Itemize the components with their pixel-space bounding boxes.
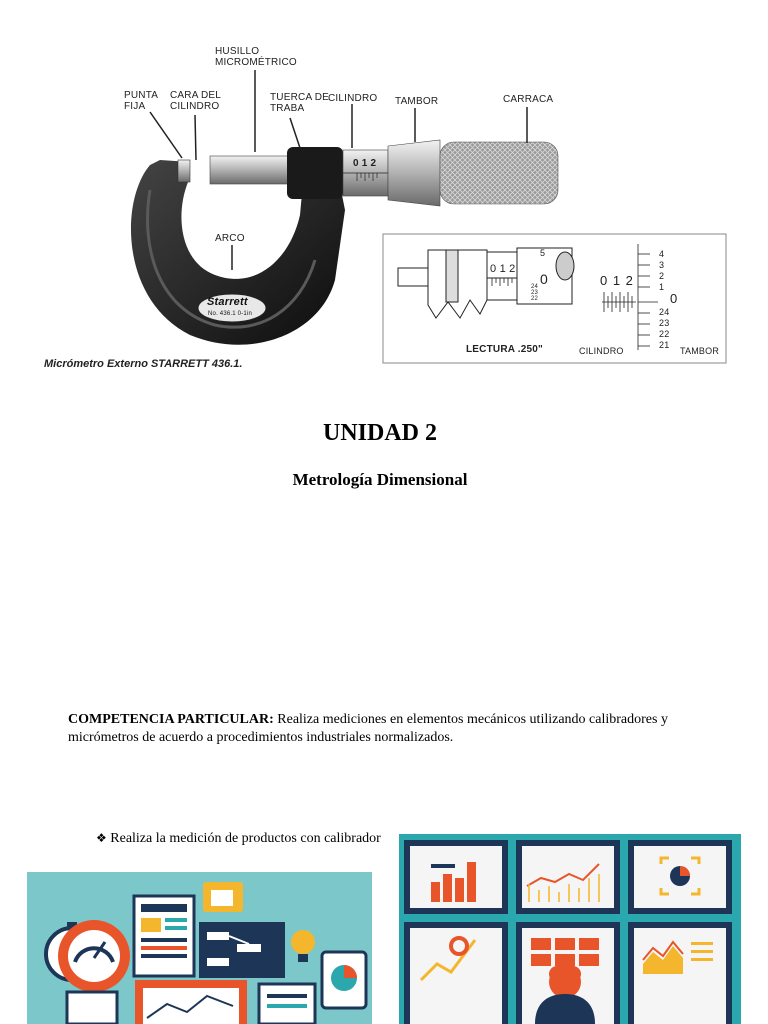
scale-24: 24 (659, 307, 670, 317)
tambor-thimble (388, 140, 440, 206)
model-number: No. 436.1 0-1in (208, 311, 253, 317)
scale-23: 23 (659, 318, 670, 328)
detail-cilindro: CILINDRO (579, 346, 624, 356)
detail-tambor: TAMBOR (680, 346, 720, 356)
unit-subtitle: Metrología Dimensional (292, 470, 468, 489)
sleeve-digits: 0 1 2 (353, 158, 377, 169)
dashboard-icons-left (27, 872, 372, 1024)
scale-3: 3 (659, 260, 665, 270)
label-arco: ARCO (215, 233, 245, 244)
bullet-item (96, 831, 381, 847)
detail-drum-24: 24 (531, 284, 539, 290)
label-carraca: CARRACA (503, 94, 554, 105)
lightbulb-icon (291, 930, 315, 954)
detail-drum-22: 22 (531, 296, 539, 302)
scale-1: 1 (659, 282, 665, 292)
analytics-illustration-left (27, 872, 372, 1024)
detail-lectura: LECTURA .250" (466, 344, 543, 355)
label-cara-cilindro: CARA DEL CILINDRO (170, 90, 221, 112)
detail-drum-23: 23 (531, 290, 539, 296)
label-tambor: TAMBOR (395, 96, 439, 107)
detail-zero-left: 0 (540, 271, 548, 287)
husillo (210, 156, 295, 184)
competencia-paragraph (68, 711, 728, 747)
scale-21: 21 (659, 340, 670, 350)
detail-drum-five: 5 (540, 248, 546, 258)
tuerca-de-traba (287, 147, 343, 199)
unit-title: UNIDAD 2 (323, 420, 437, 446)
label-punta-fija: PUNTA FIJA (124, 90, 158, 112)
detail-zero-right: 0 (670, 291, 678, 306)
monitor-wall (399, 834, 741, 1024)
bullet-text: Realiza la medición de productos con calibrador (110, 831, 381, 846)
label-cilindro: CILINDRO (328, 93, 378, 104)
scale-2: 2 (659, 271, 665, 281)
carraca (440, 142, 558, 204)
diamond-bullet-icon: ❖ (96, 831, 107, 845)
punta-fija (178, 160, 190, 182)
micrometer-illustration (0, 0, 768, 380)
competencia-label: COMPETENCIA PARTICULAR: (68, 712, 274, 727)
monitoring-illustration-right (399, 834, 741, 1024)
figure-caption: Micrómetro Externo STARRETT 436.1. (44, 358, 243, 370)
detail-digits-left: 0 1 2 (490, 263, 516, 275)
label-husillo: HUSILLO MICROMÉTRICO (215, 46, 297, 68)
label-tuerca: TUERCA DE TRABA (270, 92, 330, 114)
micrometer-figure (0, 0, 768, 380)
detail-digits-right: 0 1 2 (600, 273, 634, 288)
scale-22: 22 (659, 329, 670, 339)
competencia-text: Realiza mediciones en elementos mecánicos utilizando calibradores y micrómetros de acuerdo a procedimientos industriales normalizados. (68, 712, 668, 745)
small-list-icon (67, 992, 117, 1024)
scale-4: 4 (659, 249, 665, 259)
brand-logo: Starrett (207, 296, 248, 308)
